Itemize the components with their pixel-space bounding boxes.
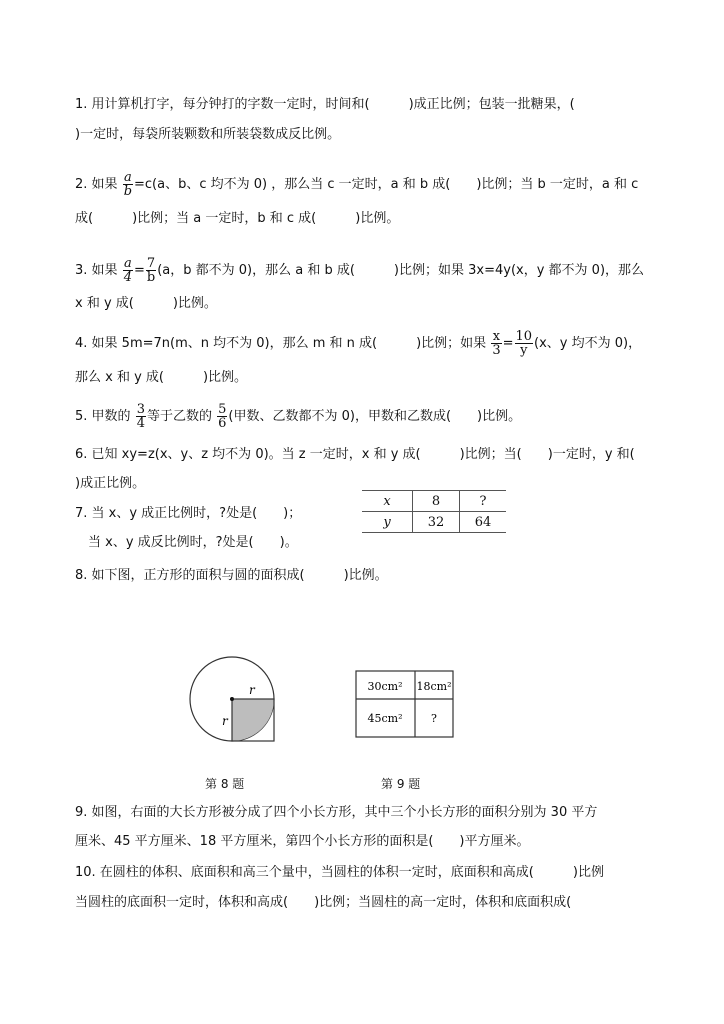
q7-cell-y-1: 32: [413, 512, 460, 533]
fig9-cell-18: 18cm²: [416, 680, 452, 693]
q2-post: =c(a、b、c 均不为 0) ，那么当 c 一定时，a 和 b 成( )比例；当 b 一定时，a 和 c: [134, 177, 639, 192]
q9-line2: 厘米、45 平方厘米、18 平方厘米，第四个小长方形的面积是( )平方厘米。: [75, 834, 530, 849]
fig8-circle-square: [185, 652, 287, 748]
q8-line1: 8. 如下图，正方形的面积与圆的面积成( )比例。: [75, 568, 388, 583]
q4-pre: 4. 如果 5m=7n(m、n 均不为 0)，那么 m 和 n 成( )比例；如果: [75, 336, 487, 351]
fig9-cell-unknown: ?: [431, 712, 437, 725]
fig8-label-r-top: r: [249, 683, 255, 697]
q7-cell-x-1: 8: [413, 491, 460, 512]
q7-cell-x-2: ?: [460, 491, 507, 512]
q4-frac1-den: 3: [492, 343, 501, 358]
q3-frac1-num: a: [123, 256, 132, 271]
q5-frac1-den: 4: [136, 416, 145, 431]
q3-fraction-a: [123, 257, 133, 284]
caption-fig9: 第 9 题: [381, 777, 421, 791]
q10-line2: 当圆柱的底面积一定时，体积和高成( )比例；当圆柱的高一定时，体积和底面积成(: [75, 895, 572, 910]
q7-xy-table: [362, 490, 506, 533]
fig9-cell-30: 30cm²: [367, 680, 403, 693]
q1-line1: 1. 用计算机打字，每分钟打的字数一定时，时间和( )成正比例；包装一批糖果，(: [75, 97, 575, 112]
q5-frac2-den: 6: [218, 416, 227, 431]
q5-line1: [75, 403, 521, 430]
q2-line1: [75, 171, 638, 198]
q9-line1: 9. 如图，右面的大长方形被分成了四个小长方形，其中三个小长方形的面积分别为 30 平方: [75, 805, 598, 820]
q7-table-row-y: [362, 512, 506, 533]
fig8-center-dot: [230, 697, 234, 701]
q3-line1: [75, 257, 644, 284]
q7-cell-x-label: x: [362, 491, 413, 512]
fig8-label-r-left: r: [222, 714, 228, 728]
q10-line1: 10. 在圆柱的体积、底面积和高三个量中，当圆柱的体积一定时，底面积和高成( )比例: [75, 865, 604, 880]
q4-frac2-den: y: [520, 343, 528, 358]
q2-frac-den: b: [123, 184, 133, 199]
q4-fraction-10: [515, 330, 534, 357]
q4-fraction-x: [491, 330, 501, 357]
q5-pre: 5. 甲数的: [75, 409, 131, 424]
caption-fig8: 第 8 题: [205, 777, 245, 791]
q5-post: (甲数、乙数都不为 0)，甲数和乙数成( )比例。: [228, 409, 522, 424]
q4-post: (x、y 均不为 0)，: [534, 336, 642, 351]
q5-frac1-num: 3: [136, 402, 145, 417]
q6-line2: )成正比例。: [75, 476, 146, 491]
q3-frac1-den: 4: [123, 270, 132, 285]
q4-eq: =: [502, 336, 514, 351]
q4-frac1-num: x: [492, 329, 501, 344]
q2-line2: 成( )比例；当 a 一定时，b 和 c 成( )比例。: [75, 211, 400, 226]
q3-post: (a，b 都不为 0)，那么 a 和 b 成( )比例；如果 3x=4y(x，y 都不为 0)，那么: [157, 263, 645, 278]
fig9-rectangle-grid: [355, 670, 457, 740]
q5-fraction-3-4: [136, 403, 146, 430]
q7-line1: 7. 当 x、y 成正比例时，?处是( )；: [75, 506, 302, 521]
fig8-quarter-circle: [232, 699, 274, 741]
fig9-cell-45: 45cm²: [367, 712, 403, 725]
q4-line1: [75, 330, 641, 357]
q2-fraction: [123, 171, 133, 198]
q4-line2: 那么 x 和 y 成( )比例。: [75, 370, 248, 385]
q1-line2: )一定时，每袋所装颗数和所装袋数成反比例。: [75, 127, 341, 142]
q3-fraction-b: [146, 257, 156, 284]
q2-pre: 2. 如果: [75, 177, 118, 192]
q3-frac2-den: b: [146, 270, 156, 285]
q2-frac-num: a: [123, 170, 132, 185]
q5-fraction-5-6: [217, 403, 227, 430]
q3-eq: =: [133, 263, 145, 278]
q7-cell-y-2: 64: [460, 512, 507, 533]
q3-line2: x 和 y 成( )比例。: [75, 296, 217, 311]
q3-frac2-num: 7: [146, 256, 156, 271]
q3-pre: 3. 如果: [75, 263, 118, 278]
q4-frac2-num: 10: [515, 329, 533, 344]
q6-line1: 6. 已知 xy=z(x、y、z 均不为 0)。当 z 一定时，x 和 y 成( )比例；当( )一定时，y 和(: [75, 447, 635, 462]
q7-cell-y-label: y: [362, 512, 413, 533]
q5-mid: 等于乙数的: [146, 409, 212, 424]
q5-frac2-num: 5: [218, 402, 227, 417]
q7-line2: 当 x、y 成反比例时，?处是( )。: [75, 535, 298, 550]
q7-table-row-x: [362, 491, 506, 512]
